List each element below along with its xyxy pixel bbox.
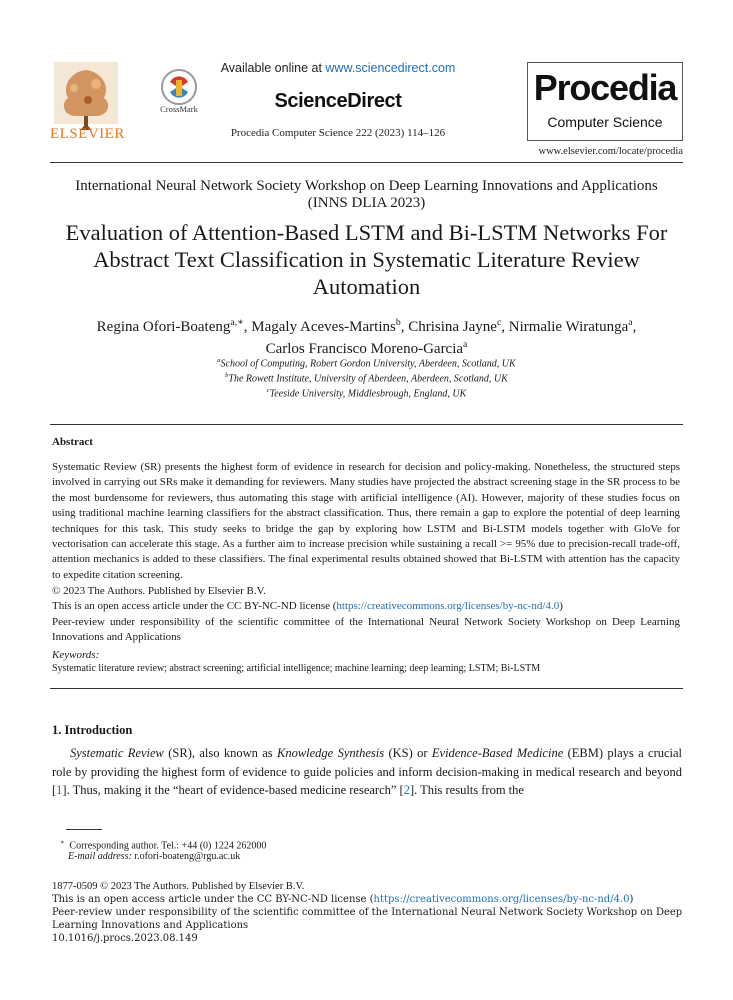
affiliation [50,370,683,385]
footnote-rule [66,829,102,830]
header-divider [50,162,683,163]
author-name: Magaly Aceves-Martins [251,319,396,335]
keywords-heading: Keywords: [52,649,100,661]
intro-text: (EBM) plays a crucial role by providing the highest form of evidence to guide policies and inform decision-making in medical research and beyond [ [52,746,683,797]
workshop-line-1: International Neural Network Society Workshop on Deep Learning Innovations and Applications [75,178,658,194]
procedia-logo-subtitle: Computer Science [547,114,663,130]
available-prefix: Available online at [220,61,326,75]
footer-doi[interactable]: 10.1016/j.procs.2023.08.149 [52,933,198,944]
intro-text: ]. Thus, making it the “heart of evidence-based medicine research” [ [62,783,404,797]
crossmark-icon[interactable] [160,68,198,106]
affiliation-text: School of Computing, Robert Gordon University, Aberdeen, Scotland, UK [220,358,516,370]
footer-license-link[interactable]: https://creativecommons.org/licenses/by-nc-nd/4.0 [373,894,630,905]
intro-paragraph [52,744,682,800]
title-line-2: Abstract Text Classification in Systematic Literature Review [93,247,640,272]
abstract-heading: Abstract [52,436,93,448]
footer-license-suffix: ) [629,894,634,905]
abstract-text: Systematic Review (SR) presents the highest form of evidence in research for decision and policy-making. Nonetheless, the structured steps involved in carrying out SRs make it demanding for reviewers. Many studies have projected the abstract screening stage in the SR process to be the most burdensome for reviewers, thus automating this stage with artificial intelligence (AI). However, majority of these studies focus on using traditional machine learning classifiers for the abstract classification. Thus, there remain a gap to explore the potential of deep learning techniques for this task. This study seeks to bridge the gap by exploring how LSTM and Bi-LSTM models together with GloVe for vectorisation can accelerate this stage. As a further aim to increase precision while sustaining a recall >= 95% due to precision-recall trade-off, attention mechanics is added to these classifiers. The final experimental results obtained showed that Bi-LSTM with attention has the capacity to expedite citation screening. [52,461,680,581]
affiliation-mark: c [266,387,270,394]
elsevier-journal-url[interactable]: www.elsevier.com/locate/procedia [538,146,683,157]
title-line-3: Automation [312,274,421,299]
paper-title [50,219,683,300]
footnote-mark: ∗ [60,839,65,846]
author-name: Chrisina Jayne [408,319,497,335]
footnote-email [68,850,628,863]
license-prefix: This is an open access article under the CC BY-NC-ND license ( [52,600,337,613]
footer-license-line [52,893,685,906]
intro-text: ]. This results from the [409,783,524,797]
intro-text: (KS) or [384,746,432,760]
elsevier-wordmark: ELSEVIER [50,126,125,142]
keywords-list: Systematic literature review; abstract screening; artificial intelligence; machine learning; deep learning; LSTM; Bi-LSTM [52,663,541,674]
affiliation-mark: b [225,372,229,379]
peer-review-line: Peer-review under responsibility of the scientific committee of the International Neural Network Society Workshop on Deep Learning Innovations and Applications [52,615,680,643]
journal-reference: Procedia Computer Science 222 (2023) 114–126 [230,127,446,139]
author-affiliation-mark: a [628,317,633,328]
term-systematic-review: Systematic Review [70,746,164,760]
author-affiliation-mark: a [463,339,468,350]
author-name: Carlos Francisco Moreno-Garcia [265,341,464,357]
email-label: E-mail address: [68,851,132,862]
procedia-logo-title: Procedia [533,67,677,108]
workshop-name [50,178,683,212]
abstract-top-rule [50,424,683,425]
email-address[interactable]: r.ofori-boateng@rgu.ac.uk [134,851,241,862]
citation-link-2[interactable]: 2 [403,783,410,797]
corresponding-author-text: Corresponding author. Tel.: +44 (0) 1224 262000 [69,840,267,852]
page-footer [52,880,685,945]
crossmark-label: CrossMark [160,104,198,114]
license-link[interactable]: https://creativecommons.org/licenses/by-nc-nd/4.0 [336,600,560,613]
abstract-license-block [52,584,680,645]
section-heading-introduction: 1. Introduction [52,723,133,737]
workshop-line-2: (INNS DLIA 2023) [307,195,426,211]
author-name: Nirmalie Wiratunga [508,319,629,335]
footer-license-prefix: This is an open access article under the CC BY-NC-ND license ( [52,894,374,905]
author-name: Regina Ofori-Boateng [96,319,231,335]
footer-issn: 1877-0509 © 2023 The Authors. Published by Elsevier B.V. [52,881,305,892]
sciencedirect-logo: ScienceDirect [274,90,402,112]
intro-text: (SR), also known as [163,746,277,760]
affiliation [50,355,683,370]
citation-link-1[interactable]: 1 [56,783,63,797]
term-evidence-based-medicine: Evidence-Based Medicine [431,746,564,760]
affiliation-text: The Rowett Institute, University of Aberdeen, Aberdeen, Scotland, UK [228,373,508,385]
license-line [52,599,680,614]
abstract-bottom-rule [50,688,683,689]
author-affiliation-mark: b [395,317,401,328]
author-affiliation-mark: a,∗ [230,317,244,328]
available-online-line [208,61,468,75]
license-suffix: ) [559,600,563,613]
footer-peer-review: Peer-review under responsibility of the scientific committee of the International Neural Network Society Workshop on Deep Learning Innovations and Applications [52,907,683,931]
affiliation [50,385,683,400]
author-list: Regina Ofori-Boateng$^{a,∗}$, Magaly Aceves-Martins$^b$, Chrisina Jayne$^c$, Nirmalie Wiratunga$^a$, Carlos Francisco Moreno-Garcia$^a$ [96,317,637,357]
copyright-line: © 2023 The Authors. Published by Elsevier B.V. [52,585,266,597]
affiliation-mark: a [217,357,221,364]
affiliation-text: Teeside University, Middlesbrough, England, UK [269,388,467,400]
title-line-1: Evaluation of Attention-Based LSTM and Bi-LSTM Networks For [65,220,668,245]
term-knowledge-synthesis: Knowledge Synthesis [276,746,385,760]
sciencedirect-link[interactable]: www.sciencedirect.com [325,61,456,75]
author-affiliation-mark: c [496,317,502,328]
